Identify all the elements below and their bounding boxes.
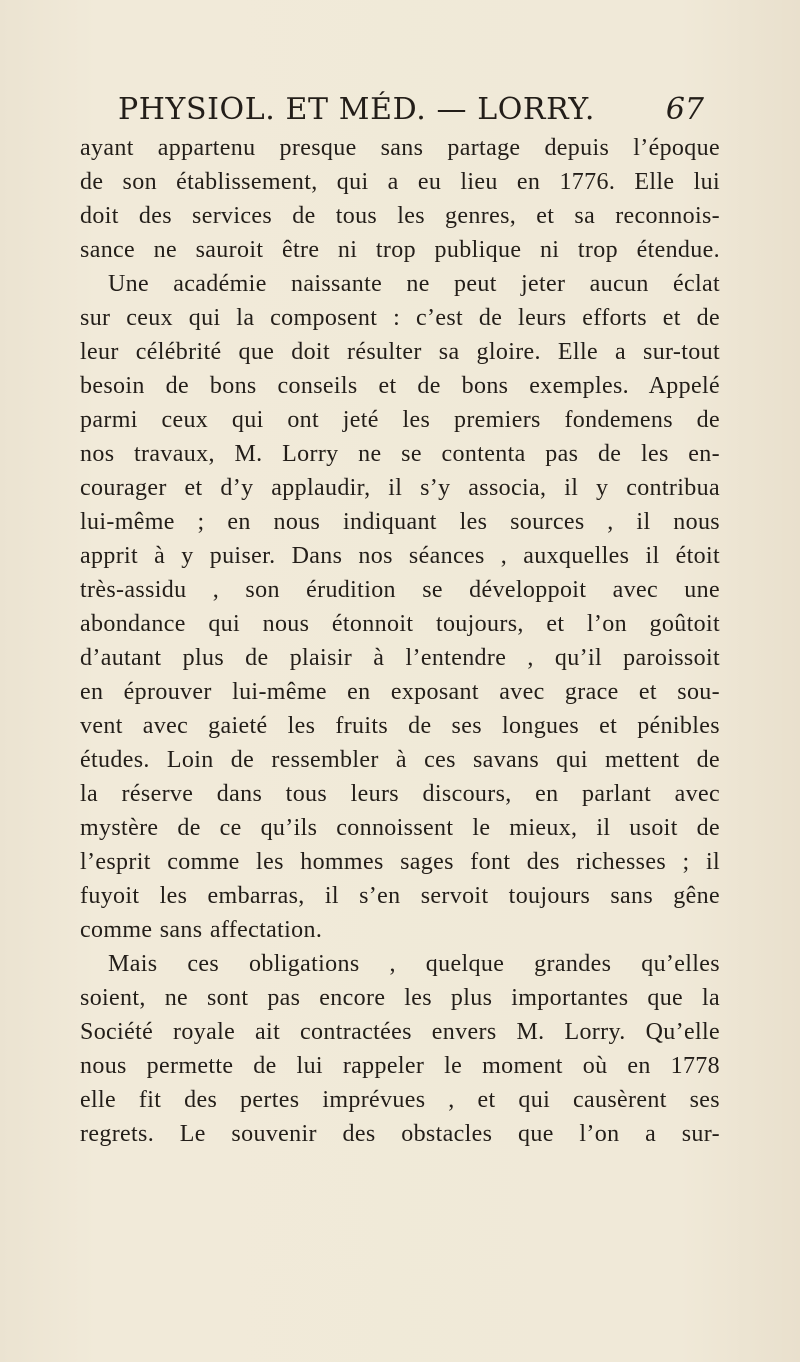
running-head: PHYSIOL. ET MÉD. — LORRY. [118,92,596,127]
text-line: vent avec gaieté les fruits de ses longues et pénibles [80,713,720,739]
text-line: elle fit des pertes imprévues , et qui causèrent ses [80,1087,720,1113]
text-line: doit des services de tous les genres, et sa reconnois- [80,203,720,229]
text-line: fuyoit les embarras, il s’en servoit toujours sans gêne [80,883,720,909]
text-line: nos travaux, M. Lorry ne se contenta pas de les en- [80,441,720,467]
text-line: soient, ne sont pas encore les plus importantes que la [80,985,720,1011]
text-line: d’autant plus de plaisir à l’entendre , qu’il paroissoit [80,645,720,671]
text-line: Une académie naissante ne peut jeter aucun éclat [108,271,720,297]
page-header [118,92,704,132]
text-line: leur célébrité que doit résulter sa gloire. Elle a sur-tout [80,339,720,365]
text-line: de son établissement, qui a eu lieu en 1776. Elle lui [80,169,720,195]
text-line: très-assidu , son érudition se développoit avec une [80,577,720,603]
text-line: études. Loin de ressembler à ces savans qui mettent de [80,747,720,773]
text-line: la réserve dans tous leurs discours, en parlant avec [80,781,720,807]
text-line: ayant appartenu presque sans partage depuis l’époque [80,135,720,161]
body-text [80,131,720,1151]
text-line: sance ne sauroit être ni trop publique ni trop étendue. [80,237,720,263]
text-line: sur ceux qui la composent : c’est de leurs efforts et de [80,305,720,331]
text-line: parmi ceux qui ont jeté les premiers fondemens de [80,407,720,433]
text-line: abondance qui nous étonnoit toujours, et l’on goûtoit [80,611,720,637]
text-line: regrets. Le souvenir des obstacles que l’on a sur- [80,1121,720,1147]
text-line: nous permette de lui rappeler le moment où en 1778 [80,1053,720,1079]
text-line: mystère de ce qu’ils connoissent le mieux, il usoit de [80,815,720,841]
text-line: l’esprit comme les hommes sages font des richesses ; il [80,849,720,875]
text-line: Société royale ait contractées envers M. Lorry. Qu’elle [80,1019,720,1045]
text-line: apprit à y puiser. Dans nos séances , auxquelles il étoit [80,543,720,569]
text-line: courager et d’y applaudir, il s’y associa, il y contribua [80,475,720,501]
text-line: besoin de bons conseils et de bons exemples. Appelé [80,373,720,399]
text-line: en éprouver lui-même en exposant avec grace et sou- [80,679,720,705]
page-number: 67 [665,92,704,127]
text-line: lui-même ; en nous indiquant les sources , il nous [80,509,720,535]
text-line: comme sans affectation. [80,917,323,943]
text-line: Mais ces obligations , quelque grandes qu’elles [108,951,720,977]
